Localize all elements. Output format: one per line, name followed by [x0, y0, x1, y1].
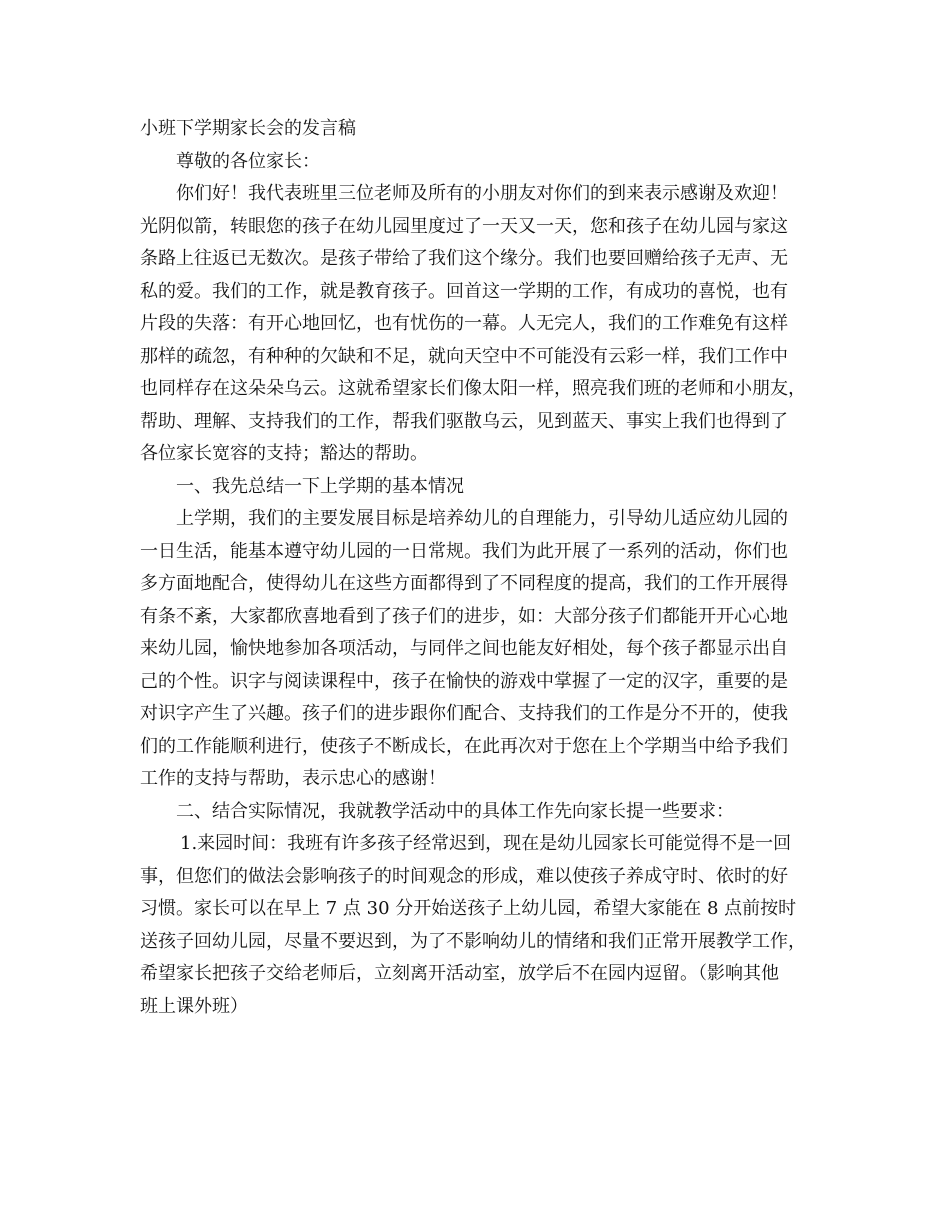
paragraph-line: 来幼儿园，愉快地参加各项活动，与同伴之间也能友好相处，每个孩子都显示出自 — [140, 638, 788, 659]
paragraph-line: 们的工作能顺利进行，使孩子不断成长，在此再次对于您在上个学期当中给予我们 — [140, 735, 788, 757]
paragraph-line: 己的个性。识字与阅读课程中，孩子在愉快的游戏中掌握了一定的汉字，重要的是 — [140, 670, 788, 692]
paragraph-line: 私的爱。我们的工作，就是教育孩子。回首这一学期的工作，有成功的喜悦，也有 — [140, 280, 788, 302]
paragraph-summary — [140, 503, 820, 796]
paragraph-line: 片段的失落：有开心地回忆，也有忧伤的一幕。人无完人，我们的工作难免有这样 — [140, 313, 788, 334]
paragraph-arrival-time — [140, 828, 820, 1023]
paragraph-line: 送孩子回幼儿园，尽量不要迟到，为了不影响幼儿的情绪和我们正常开展教学工作， — [140, 930, 806, 952]
paragraph-line: 多方面地配合，使得幼儿在这些方面都得到了不同程度的提高，我们的工作开展得 — [140, 573, 788, 594]
paragraph-line: 也同样存在这朵朵乌云。这就希望家长们像太阳一样，照亮我们班的老师和小朋友， — [140, 378, 806, 399]
paragraph-line: 习惯。家长可以在早上 7 点 30 分开始送孩子上幼儿园，希望大家能在 8 点前按时 — [140, 898, 797, 919]
paragraph-line: 光阴似箭，转眼您的孩子在幼儿园里度过了一天又一天，您和孩子在幼儿园与家这 — [140, 215, 788, 237]
paragraph-line: 一日生活，能基本遵守幼儿园的一日常规。我们为此开展了一系列的活动，你们也 — [140, 540, 788, 562]
paragraph-line: 班上课外班） — [140, 995, 248, 1017]
paragraph-line: 工作的支持与帮助，表示忠心的感谢！ — [140, 768, 446, 789]
paragraph-line: 各位家长宽容的支持；豁达的帮助。 — [140, 443, 428, 464]
paragraph-line: 对识字产生了兴趣。孩子们的进步跟你们配合、支持我们的工作是分不开的，使我 — [140, 703, 788, 724]
paragraph-line: 上学期，我们的主要发展目标是培养幼儿的自理能力，引导幼儿适应幼儿园的 — [176, 508, 788, 529]
section-heading-2: 二、结合实际情况，我就教学活动中的具体工作先向家长提一些要求： — [176, 800, 734, 822]
paragraph-greeting — [140, 178, 820, 471]
paragraph-line: 你们好！我代表班里三位老师及所有的小朋友对你们的到来表示感谢及欢迎！ — [176, 183, 788, 204]
paragraph-line: 希望家长把孩子交给老师后，立刻离开活动室，放学后不在园内逗留。（影响其他 — [140, 963, 779, 984]
paragraph-line: 事，但您们的做法会影响孩子的时间观念的形成，难以使孩子养成守时、依时的好 — [140, 865, 788, 887]
salutation: 尊敬的各位家长： — [176, 150, 320, 172]
document-title: 小班下学期家长会的发言稿 — [140, 118, 356, 139]
document-body — [140, 113, 820, 1023]
paragraph-line: 那样的疏忽，有种种的欠缺和不足，就向天空中不可能没有云彩一样，我们工作中 — [140, 345, 788, 367]
section-heading-1: 一、我先总结一下上学期的基本情况 — [176, 475, 464, 497]
paragraph-line: 条路上往返已无数次。是孩子带给了我们这个缘分。我们也要回赠给孩子无声、无 — [140, 248, 788, 269]
paragraph-line: 有条不紊，大家都欣喜地看到了孩子们的进步，如：大部分孩子们都能开开心心地 — [140, 605, 788, 627]
paragraph-line: 1.来园时间：我班有许多孩子经常迟到，现在是幼儿园家长可能觉得不是一回 — [180, 833, 792, 854]
paragraph-line: 帮助、理解、支持我们的工作，帮我们驱散乌云，见到蓝天、事实上我们也得到了 — [140, 410, 788, 432]
